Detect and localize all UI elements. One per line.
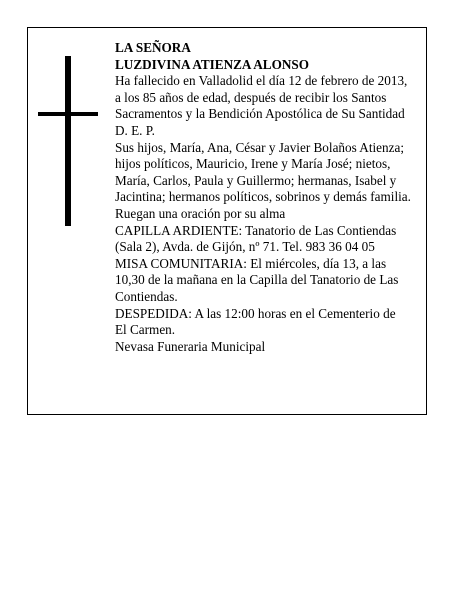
notice-title: LA SEÑORA — [115, 40, 191, 55]
notice-line: Contiendas. — [115, 288, 178, 304]
notice-line: DESPEDIDA: A las 12:00 horas en el Cementerio de — [115, 305, 396, 321]
obituary-notice — [27, 27, 427, 415]
notice-line: (Sala 2), Avda. de Gijón, nº 71. Tel. 983 36 04 05 — [115, 239, 375, 255]
deceased-name: LUZDIVINA ATIENZA ALONSO — [115, 56, 309, 72]
cross-vertical-bar — [65, 56, 71, 226]
notice-line: Ha fallecido en Valladolid el día 12 de febrero de 2013, — [115, 73, 408, 89]
notice-line: D. E. P. — [115, 122, 155, 138]
notice-line: hijos políticos, Mauricio, Irene y María José; nietos, — [115, 156, 391, 172]
notice-line: 10,30 de la mañana en la Capilla del Tanatorio de Las — [115, 272, 399, 288]
notice-line: Sacramentos y la Bendición Apostólica de Su Santidad — [115, 106, 405, 122]
notice-line: María, Carlos, Paula y Guillermo; hermanas, Isabel y — [115, 172, 397, 188]
notice-line: CAPILLA ARDIENTE: Tanatorio de Las Contiendas — [115, 222, 397, 238]
notice-line: Jacintina; hermanos políticos, sobrinos y demás familia. — [115, 189, 411, 205]
notice-line: Nevasa Funeraria Municipal — [115, 338, 266, 354]
notice-line: El Carmen. — [115, 322, 176, 338]
notice-line: Sus hijos, María, Ana, César y Javier Bolaños Atienza; — [115, 139, 404, 155]
notice-text — [115, 40, 419, 355]
notice-line: MISA COMUNITARIA: El miércoles, día 13, a las — [115, 255, 387, 271]
cross-icon — [38, 56, 98, 226]
cross-horizontal-bar — [38, 112, 98, 116]
notice-line: a los 85 años de edad, después de recibir los Santos — [115, 89, 387, 105]
notice-line: Ruegan una oración por su alma — [115, 205, 286, 221]
